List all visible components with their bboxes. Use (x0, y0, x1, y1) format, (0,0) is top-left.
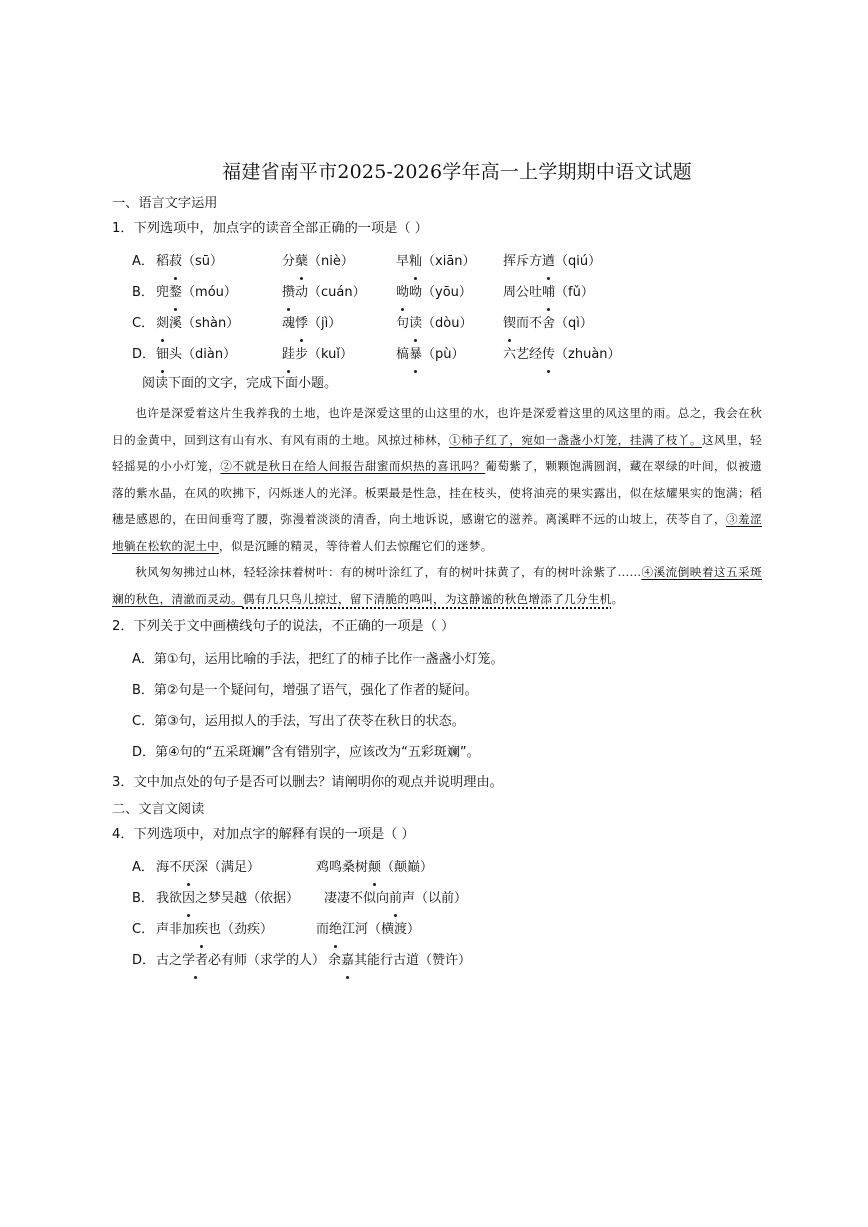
pinyin-item (396, 339, 503, 370)
definition-item (316, 852, 433, 883)
emphasized-character: 钿 (156, 339, 169, 370)
question-1-stem: 1．下列选项中，加点字的读音全部正确的一项是（ ） (112, 221, 428, 236)
pinyin-item (503, 308, 653, 339)
question-2-stem: 2．下列关于文中画横线句子的说法，不正确的一项是（ ） (112, 619, 455, 634)
option-letter: D． (132, 953, 156, 968)
question-4-option-row (112, 852, 762, 883)
passage-text: 。 (611, 591, 624, 606)
definition-item (156, 945, 328, 976)
reading-instruction: 阅读下面的文字，完成下面小题。 (142, 376, 338, 391)
pinyin-item (282, 308, 396, 339)
option-text: （móu） (182, 285, 237, 300)
emphasized-character: 菽 (169, 246, 182, 277)
option-text: 句 (396, 316, 410, 331)
emphasized-character: 呦 (396, 277, 409, 308)
option-text: 古之 (156, 953, 183, 968)
option-text: 我欲 (156, 891, 183, 906)
section-heading-2: 二、文言文阅读 (112, 802, 205, 817)
pinyin-item (503, 246, 653, 277)
option-text: 江河（横渡） (342, 922, 421, 937)
emphasized-character: 前 (389, 883, 402, 914)
passage-text: 葡萄紫了，颗颗饱满圆润，藏在翠绿的叶间，似被遗落的紫水晶，在风的吹拂下，闪烁迷人的光泽。板栗最是性急，挂在枝头，使将油亮的果实露出，似在炫耀果实的饱满；稻穗是感恩的，在田间垂弯了腰，弥漫着淡淡的清香，向土地诉说，感谢它的滋养。离溪畔不远的山坡上，茯苓自了， (112, 459, 762, 526)
option-letter: A． (132, 860, 154, 875)
question-2-option-c: C．第③句，运用拟人的手法，写出了茯苓在秋日的状态。 (132, 714, 465, 729)
underlined-sentence-4: ④溪流倒映着这五采斑斓的秋色，清澈而灵动。 (112, 565, 762, 606)
emphasized-character: 嘉 (341, 945, 354, 976)
option-text: 槁 (396, 347, 410, 362)
underlined-sentence-2: ②不就是秋日在给人间报告甜蜜而炽热的喜讯吗？ (220, 459, 486, 473)
emphasized-character: 疾 (195, 914, 208, 945)
definition-item (156, 883, 324, 914)
option-text: 深（满足） (195, 860, 261, 875)
option-text: （dòu） (422, 316, 473, 331)
question-1-option-row (112, 339, 762, 370)
option-text: （fǔ） (555, 285, 594, 300)
option-text: 挥斥方 (503, 254, 543, 269)
emphasized-character: 剡 (156, 308, 169, 339)
option-letter: C． (132, 922, 155, 937)
emphasized-character: 传 (542, 339, 555, 370)
option-text: 头（diàn） (169, 347, 237, 362)
emphasized-character: 跬 (282, 339, 295, 370)
dotted-sentence: 偶有几只鸟儿掠过，留下清脆的鸣叫，为这静谧的秋色增添了几分生机 (242, 591, 612, 606)
page-title: 福建省南平市2025-2026学年高一上学期期中语文试题 (222, 161, 692, 183)
option-text: 早 (396, 254, 410, 269)
underlined-sentence-3: ③羞涩地躺在松软的泥土中 (112, 512, 762, 553)
option-text: 凄凄不似向 (324, 891, 390, 906)
option-letter: B． (132, 891, 154, 906)
emphasized-character: 蘖 (295, 246, 308, 277)
option-text: 之梦吴越（依据） (195, 891, 300, 906)
emphasized-character: 锲 (503, 308, 516, 339)
question-2-option-d: D．第④句的“五采斑斓”含有错别字，应该改为“五彩斑斓”。 (132, 745, 480, 760)
question-4-option-row (112, 883, 762, 914)
emphasized-character: 鍪 (169, 277, 182, 308)
pinyin-item (503, 339, 653, 370)
emphasized-character: 籼 (409, 246, 422, 277)
question-4-option-row (112, 914, 762, 945)
question-3-stem: 3．文中加点处的句子是否可以删去？请阐明你的观点并说明理由。 (112, 775, 503, 790)
passage-text: 也许是深爱着这片生我养我的土地，也许是深爱这里的山这里的水，也许是深爱着这里的风这里的雨。总之，我会在秋日的金黄中，回到这有山有水、有风有雨的土地。风掠过柿林， (112, 406, 762, 447)
definition-item (156, 914, 316, 945)
pinyin-item (396, 277, 503, 308)
pinyin-item (396, 246, 503, 277)
option-text: （qiú） (555, 254, 602, 269)
pinyin-item (156, 339, 282, 370)
option-text: 步（kuǐ） (295, 347, 353, 362)
emphasized-character: 因 (182, 883, 195, 914)
option-text: （pù） (422, 347, 465, 362)
option-text: （xiān） (422, 254, 476, 269)
passage-text: 这风里，轻轻摇晃的小小灯笼， (112, 432, 762, 473)
pinyin-item (396, 308, 503, 339)
option-text: （zhuàn） (555, 347, 621, 362)
option-text: 而 (316, 922, 330, 937)
option-text: 而不舍（qì） (516, 316, 593, 331)
option-text: 鸡鸣桑树 (316, 860, 369, 875)
emphasized-character: 读 (409, 308, 422, 339)
option-text: 动（cuán） (295, 285, 366, 300)
question-2-option-b: B．第②句是一个疑问句，增强了语气，强化了作者的疑问。 (132, 683, 478, 698)
definition-item (316, 914, 420, 945)
option-text: 余 (328, 953, 342, 968)
option-text: 也（劲疾） (208, 922, 274, 937)
question-1-option-row (112, 246, 762, 277)
definition-item (156, 852, 316, 883)
option-text: 魂 (282, 316, 296, 331)
question-4-option-row (112, 945, 762, 976)
option-text: （jì） (308, 316, 342, 331)
option-text: （颠巅） (381, 860, 434, 875)
question-4-stem: 4．下列选项中，对加点字的解释有误的一项是（ ） (112, 827, 415, 842)
passage-paragraph-2 (112, 559, 762, 612)
emphasized-character: 学者 (182, 945, 208, 976)
emphasized-character: 攒 (282, 277, 295, 308)
option-text: 呦（yōu） (409, 285, 472, 300)
option-text: 必有师（求学的人） (208, 953, 326, 968)
pinyin-item (156, 246, 282, 277)
option-text: （sū） (182, 254, 224, 269)
option-text: 溪（shàn） (169, 316, 240, 331)
option-text: 海不 (156, 860, 183, 875)
option-text: 分 (282, 254, 296, 269)
option-text: 其能行古道（赞许） (354, 953, 472, 968)
option-letter: D． (132, 347, 156, 362)
option-text: 六艺经 (503, 347, 543, 362)
option-text: 声（以前） (402, 891, 468, 906)
question-2-option-a: A．第①句，运用比喻的手法，把红了的柿子比作一盏盏小灯笼。 (132, 652, 504, 667)
emphasized-character: 颠 (368, 852, 381, 883)
pinyin-item (156, 277, 282, 308)
passage-paragraph-1 (112, 400, 762, 559)
option-text: 兜 (156, 285, 170, 300)
pinyin-item (282, 339, 396, 370)
question-4-options (112, 852, 762, 976)
definition-item (324, 883, 467, 914)
emphasized-character: 悸 (295, 308, 308, 339)
option-text: 声非加 (156, 922, 196, 937)
option-text: 稻 (156, 254, 170, 269)
option-letter: B． (132, 285, 154, 300)
option-letter: A． (132, 254, 154, 269)
pinyin-item (282, 246, 396, 277)
emphasized-character: 哺 (542, 277, 555, 308)
question-1-option-row (112, 308, 762, 339)
emphasized-character: 遒 (542, 246, 555, 277)
definition-item (328, 945, 471, 976)
emphasized-character: 暴 (409, 339, 422, 370)
section-heading-1: 一、语言文字运用 (112, 196, 218, 211)
passage-text: ，似是沉睡的精灵，等待着人们去惊醒它们的迷梦。 (219, 538, 493, 553)
option-text: 周公吐 (503, 285, 543, 300)
option-text: （niè） (308, 254, 354, 269)
passage-text: 秋风匆匆拂过山林，轻轻涂抹着树叶：有的树叶涂红了，有的树叶抹黄了，有的树叶涂紫了…… (135, 565, 642, 579)
emphasized-character: 厌 (182, 852, 195, 883)
emphasized-character: 绝 (329, 914, 342, 945)
pinyin-item (503, 277, 653, 308)
underlined-sentence-1: ①柿子红了，宛如一盏盏小灯笼，挂满了枝丫。 (449, 432, 702, 447)
option-letter: C． (132, 316, 155, 331)
question-1-options (112, 246, 762, 370)
pinyin-item (282, 277, 396, 308)
question-1-option-row (112, 277, 762, 308)
pinyin-item (156, 308, 282, 339)
